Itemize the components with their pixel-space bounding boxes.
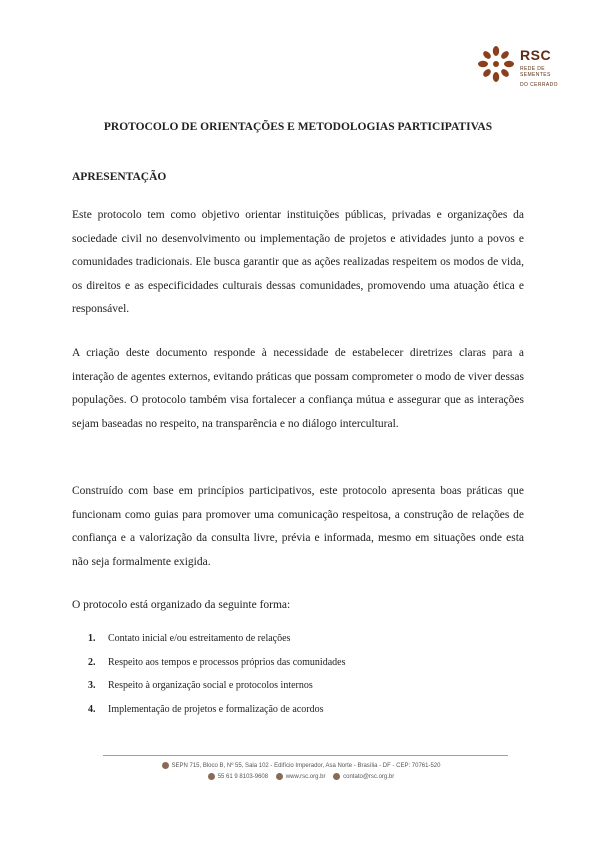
paragraph: Construído com base em princípios participativos, este protocolo apresenta boas práticas que funcionam como guias para promover uma comunicação respeitosa, a construção de relações de confiança e a valorização da consulta livre, prévia e informada, mesmo em situações onde esta não seja formalmente exigida. — [72, 485, 524, 568]
list-item — [88, 627, 345, 651]
footer-contact-line — [0, 773, 596, 780]
globe-icon — [276, 773, 283, 780]
footer-address: SEPN 715, Bloco B, Nº 55, Sala 102 - Edifício Imperador, Asa Norte - Brasília - DF - CEP: 70761-520 — [171, 763, 441, 770]
section-heading: APRESENTAÇÃO — [72, 171, 167, 183]
footer-address-line — [0, 762, 596, 769]
list-item — [88, 674, 345, 698]
rsc-logo — [476, 44, 568, 88]
footer-divider — [103, 755, 508, 756]
list-item-text: Contato inicial e/ou estreitamento de relações — [108, 633, 291, 644]
seed-flower-icon — [476, 44, 516, 84]
list-item-number: 3. — [88, 680, 96, 691]
location-pin-icon — [162, 762, 169, 769]
email-icon — [333, 773, 340, 780]
list-item-text: Implementação de projetos e formalização de acordos — [108, 703, 324, 715]
paragraph: Este protocolo tem como objetivo orientar instituições públicas, privadas e organizações da sociedade civil no desenvolvimento ou implementação de projetos e atividades junto a povos e comunidades tradicionais. Ele busca garantir que as ações realizadas respeitem os modos de vida, os direitos e as especificidades culturais dessas comunidades, promovendo uma atuação ética e responsável. — [72, 209, 524, 315]
list-item — [88, 698, 345, 722]
list-item-number: 1. — [88, 633, 96, 644]
logo-name: RSC — [520, 47, 552, 63]
footer-phone[interactable]: 55 61 9 8103-9608 — [217, 774, 269, 781]
list-item-text: Respeito à organização social e protocolos internos — [108, 680, 313, 691]
footer-website[interactable]: www.rsc.org.br — [285, 774, 326, 781]
footer-email[interactable]: contato@rsc.org.br — [343, 774, 395, 781]
list-item — [88, 651, 345, 675]
paragraph: A criação deste documento responde à necessidade de estabelecer diretrizes claras para a interação de agentes externos, evitando práticas que possam comprometer o modo de viver dessas populações. O protocolo também visa fortalecer a confiança mútua e assegurar que as interações sejam baseadas no respeito, na transparência e no diálogo intercultural. — [72, 347, 524, 430]
list-item-text: Respeito aos tempos e processos próprios das comunidades — [108, 656, 346, 668]
whatsapp-icon — [208, 773, 215, 780]
list-item-number: 4. — [88, 703, 96, 715]
document-title: PROTOCOLO DE ORIENTAÇÕES E METODOLOGIAS PARTICIPATIVAS — [103, 121, 493, 133]
paragraph: O protocolo está organizado da seguinte forma: — [72, 599, 291, 611]
numbered-list — [88, 627, 345, 721]
list-item-number: 2. — [88, 656, 96, 668]
logo-subtitle-2: DO CERRADO — [520, 82, 558, 88]
logo-subtitle-1: REDE DE SEMENTES — [520, 66, 551, 78]
